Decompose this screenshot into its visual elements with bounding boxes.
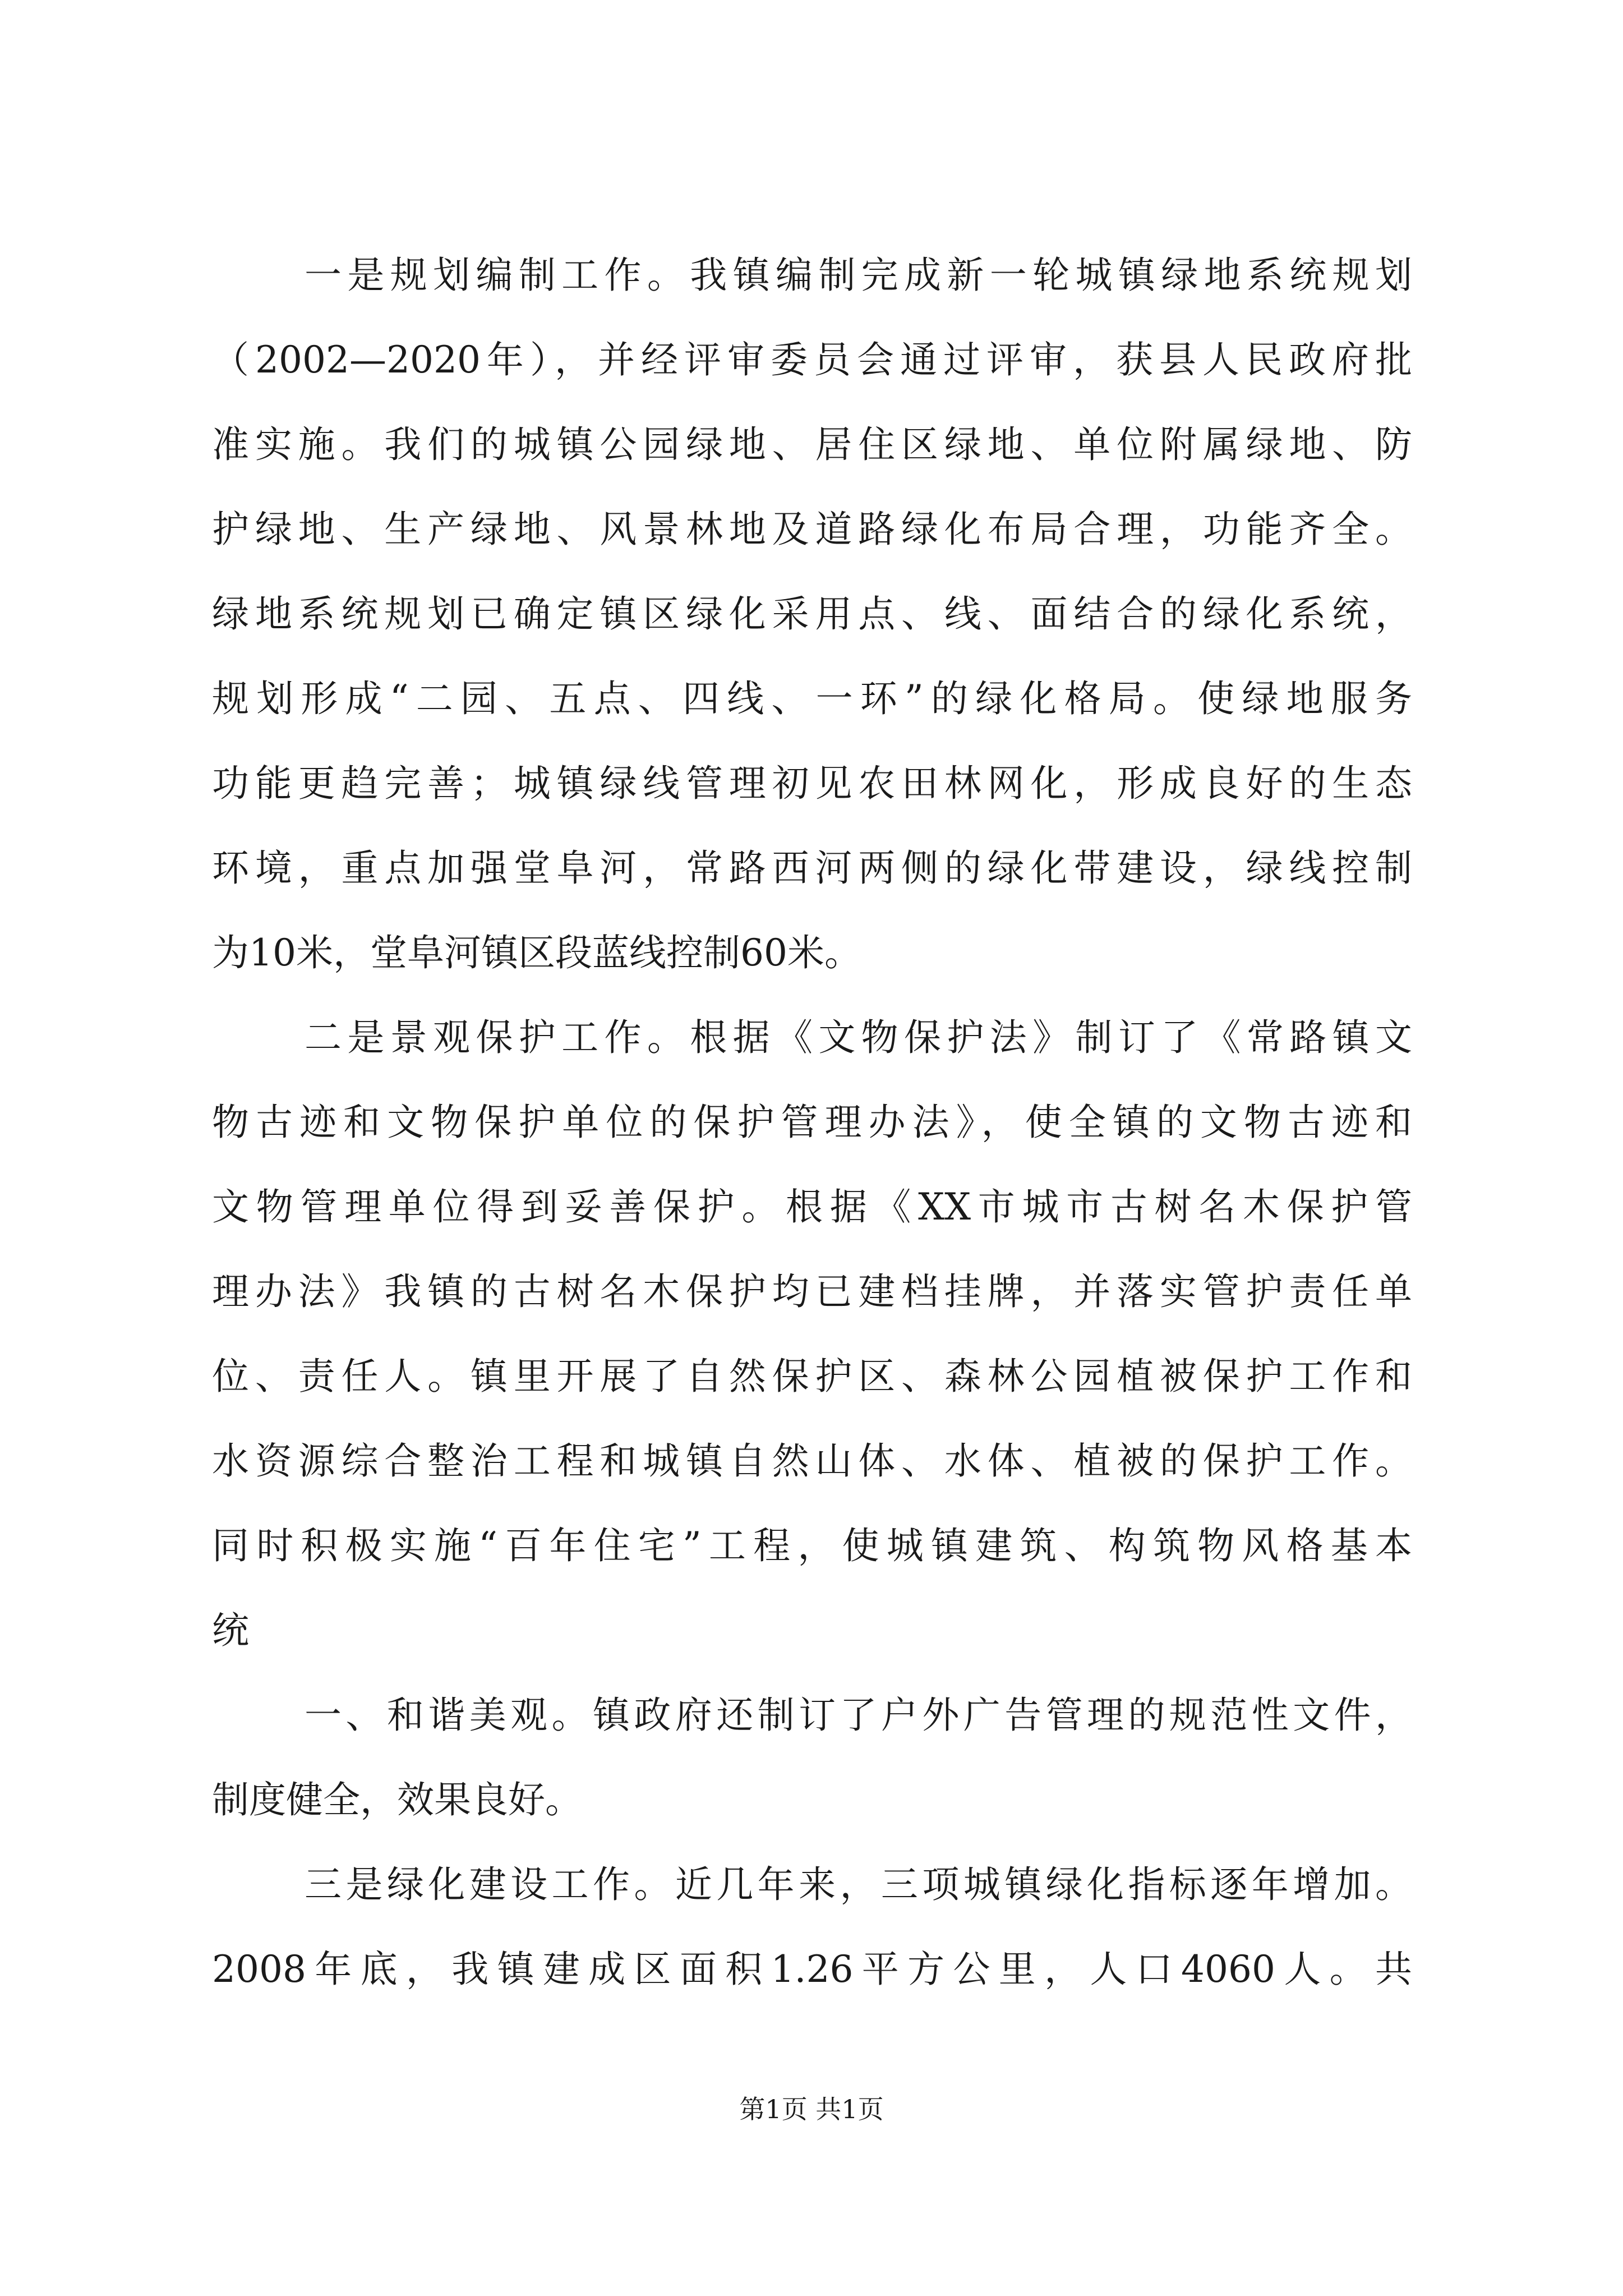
text-line: 统: [212, 1609, 249, 1652]
text-line: 制度健全，效果良好。: [212, 1778, 582, 1821]
text-line: 护绿地、生产绿地、风景林地及道路绿化布局合理，功能齐全。: [212, 508, 1412, 551]
text-line: 水资源综合整治工程和城镇自然山体、水体、植被的保护工作。: [212, 1439, 1412, 1483]
text-line: 物古迹和文物保护单位的保护管理办法》，使全镇的文物古迹和: [212, 1101, 1412, 1144]
text-line: 位、责任人。镇里开展了自然保护区、森林公园植被保护工作和: [212, 1355, 1412, 1398]
text-line: 一、和谐美观。镇政府还制订了户外广告管理的规范性文件，: [305, 1694, 1412, 1737]
text-line: 二是景观保护工作。根据《文物保护法》制订了《常路镇文: [305, 1016, 1412, 1059]
text-line: 环境，重点加强堂阜河，常路西河两侧的绿化带建设，绿线控制: [212, 846, 1412, 890]
text-line: 功能更趋完善；城镇绿线管理初见农田林网化，形成良好的生态: [212, 762, 1412, 805]
document-body: [212, 233, 1412, 2012]
text-line: 文物管理单位得到妥善保护。根据《XX市城市古树名木保护管: [212, 1185, 1412, 1228]
text-line: 为10米，堂阜河镇区段蓝线控制60米。: [212, 931, 861, 974]
text-line: 一是规划编制工作。我镇编制完成新一轮城镇绿地系统规划: [305, 254, 1412, 297]
text-line: 2008年底，我镇建成区面积1.26平方公里，人口4060人。共: [212, 1948, 1412, 1991]
text-line: 准实施。我们的城镇公园绿地、居住区绿地、单位附属绿地、防: [212, 423, 1412, 466]
page-footer: 第1页 共1页: [739, 2094, 884, 2124]
text-line: （2002—2020年），并经评审委员会通过评审，获县人民政府批: [212, 338, 1412, 381]
text-line: 同时积极实施“百年住宅”工程，使城镇建筑、构筑物风格基本: [212, 1524, 1412, 1567]
text-line: 三是绿化建设工作。近几年来，三项城镇绿化指标逐年增加。: [305, 1863, 1412, 1906]
text-line: 绿地系统规划已确定镇区绿化采用点、线、面结合的绿化系统，: [212, 592, 1412, 636]
text-line: 理办法》我镇的古树名木保护均已建档挂牌，并落实管护责任单: [212, 1270, 1412, 1313]
text-line: 规划形成“二园、五点、四线、一环”的绿化格局。使绿地服务: [212, 677, 1412, 720]
